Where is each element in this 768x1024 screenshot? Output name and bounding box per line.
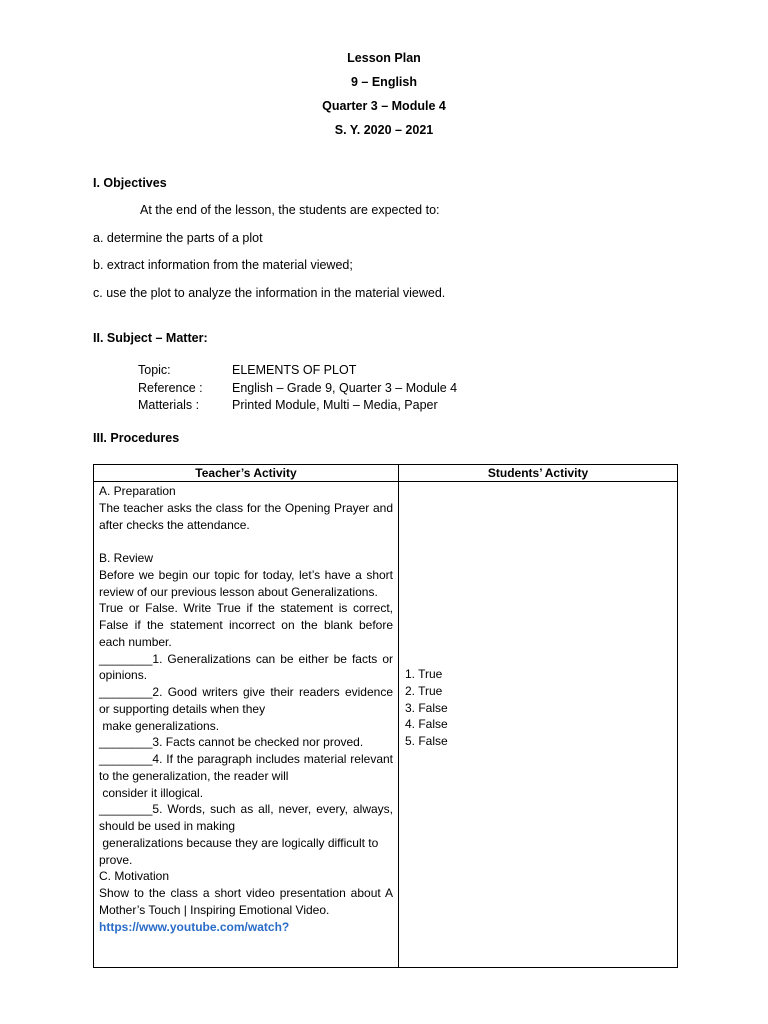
answer-item: 3. False <box>405 700 448 715</box>
subject-matter-value: Printed Module, Multi – Media, Paper <box>232 398 438 412</box>
objective-item: c. use the plot to analyze the information in the material viewed. <box>93 286 446 300</box>
section-label: B. Review <box>99 551 154 565</box>
answer-item: 4. False <box>405 717 448 732</box>
objectives-intro: At the end of the lesson, the students are expected to: <box>140 203 440 217</box>
subject-matter-row <box>138 362 356 378</box>
students-activity-header: Students’ Activity <box>399 465 678 482</box>
doc-quarter: Quarter 3 – Module 4 <box>322 99 446 113</box>
table-row <box>94 482 678 968</box>
objective-item: b. extract information from the material viewed; <box>93 258 353 272</box>
doc-school-year: S. Y. 2020 – 2021 <box>334 123 434 137</box>
teacher-paragraph: Before we begin our topic for today, let’s have a short review of our previous lesson about Generalizations. <box>99 567 393 599</box>
subject-matter-row <box>138 380 457 396</box>
teacher-activity-cell <box>94 482 399 968</box>
answer-item: 2. True <box>405 683 443 698</box>
teacher-paragraph: Show to the class a short video presentation about A Mother’s Touch | Inspiring Emotional Video. <box>99 886 393 917</box>
section-label: C. Motivation <box>99 869 170 884</box>
blank-line <box>99 533 393 550</box>
answer-list <box>405 666 677 750</box>
subject-matter-value: ELEMENTS OF PLOT <box>232 363 357 377</box>
quiz-item: ________1. Generalizations can be either be facts or opinions. <box>99 651 393 683</box>
teacher-paragraph: True or False. Write True if the statement is correct, False if the statement incorrect on the blank before each number. <box>99 601 393 649</box>
quiz-item: ________2. Good writers give their readers evidence or supporting details when they <box>99 685 393 716</box>
subject-matter-value: English – Grade 9, Quarter 3 – Module 4 <box>232 381 458 395</box>
quiz-item-continued: make generalizations. <box>99 718 220 733</box>
teacher-paragraph: The teacher asks the class for the Opening Prayer and after checks the attendance. <box>99 500 393 532</box>
subject-matter-label: Topic: <box>138 363 171 377</box>
procedures-table <box>93 464 678 968</box>
subject-matter-row <box>138 397 438 413</box>
students-activity-cell <box>399 482 678 968</box>
subject-matter-label: Reference : <box>138 381 203 395</box>
section-label: A. Preparation <box>99 484 176 498</box>
video-link[interactable]: https://www.youtube.com/watch? <box>99 919 290 934</box>
objectives-heading: I. Objectives <box>93 176 167 190</box>
quiz-item: ________4. If the paragraph includes material relevant to the generalization, the reader will <box>99 752 393 783</box>
objective-item: a. determine the parts of a plot <box>93 231 263 245</box>
answer-item: 5. False <box>405 734 448 748</box>
teacher-activity-header: Teacher’s Activity <box>94 465 399 482</box>
table-header-row <box>94 465 678 482</box>
quiz-item-continued: consider it illogical. <box>99 785 204 800</box>
quiz-item-continued: generalizations because they are logically difficult to prove. <box>99 835 382 867</box>
quiz-item: ________3. Facts cannot be checked nor proved. <box>99 735 364 750</box>
subject-matter-heading: II. Subject – Matter: <box>93 331 208 345</box>
quiz-item: ________5. Words, such as all, never, every, always, should be used in making <box>99 802 393 833</box>
subject-matter-label: Matterials : <box>138 398 200 412</box>
doc-subject: 9 – English <box>351 75 417 89</box>
procedures-heading: III. Procedures <box>93 431 180 445</box>
answer-item: 1. True <box>405 667 443 681</box>
doc-title: Lesson Plan <box>347 51 421 65</box>
